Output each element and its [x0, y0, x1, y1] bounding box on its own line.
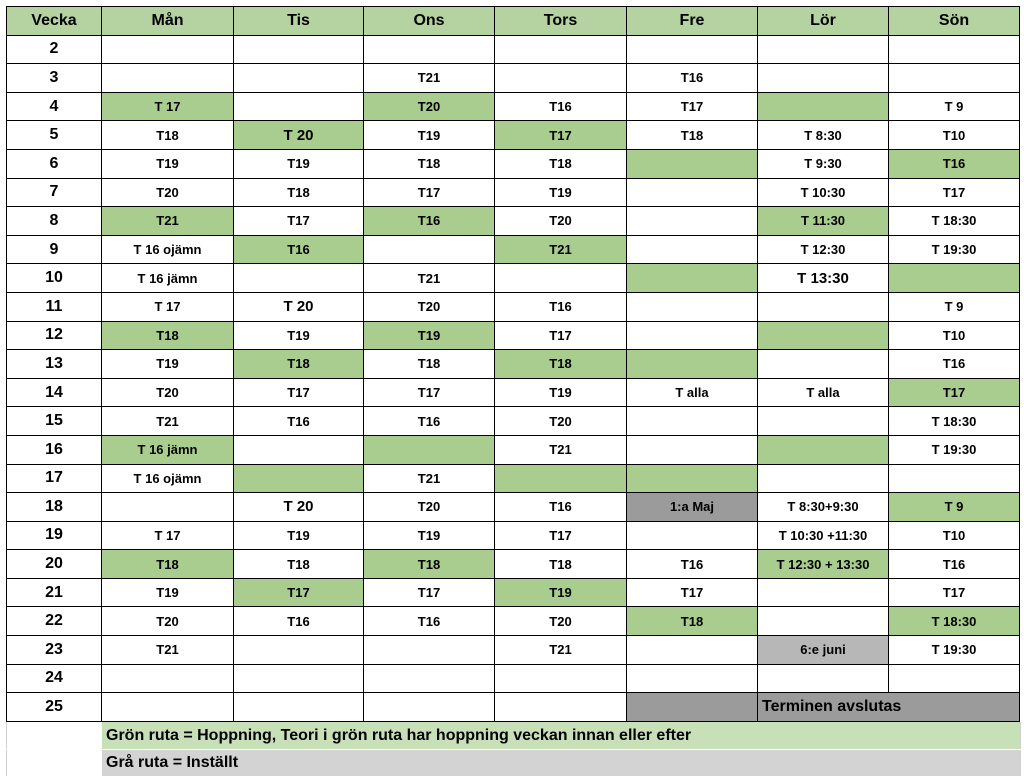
- cell-lor: [758, 407, 889, 436]
- week-number: 16: [7, 435, 102, 464]
- cell-lor: [758, 578, 889, 607]
- cell-lor: T alla: [758, 378, 889, 407]
- cell-ons: T17: [364, 178, 495, 207]
- week-number: 15: [7, 407, 102, 436]
- cell-tors: [495, 693, 627, 722]
- cell-fre: [627, 435, 758, 464]
- cell-lor: T 10:30 +11:30: [758, 521, 889, 550]
- cell-son: [889, 664, 1020, 693]
- cell-ons: T18: [364, 350, 495, 379]
- cell-lor: T 12:30 + 13:30: [758, 550, 889, 579]
- cell-ons: [364, 693, 495, 722]
- week-number: 11: [7, 292, 102, 321]
- cell-tors: T20: [495, 607, 627, 636]
- cell-man: [102, 693, 234, 722]
- cell-fre: T16: [627, 64, 758, 93]
- cell-ons: T20: [364, 493, 495, 522]
- week-number: 6: [7, 149, 102, 178]
- table-row: [7, 693, 1020, 722]
- cell-son: T16: [889, 550, 1020, 579]
- cell-man: T 16 jämn: [102, 435, 234, 464]
- week-number: 24: [7, 664, 102, 693]
- table-row: [7, 321, 1020, 350]
- cell-tis: [234, 636, 364, 665]
- table-row: [7, 521, 1020, 550]
- cell-fre: [627, 350, 758, 379]
- cell-lor: [758, 292, 889, 321]
- table-row: [7, 121, 1020, 150]
- cell-lor: [758, 350, 889, 379]
- cell-man: T19: [102, 578, 234, 607]
- cell-lor: T 9:30: [758, 149, 889, 178]
- week-number: 5: [7, 121, 102, 150]
- cell-tis: [234, 92, 364, 121]
- cell-man: T 17: [102, 292, 234, 321]
- cell-lor: [758, 664, 889, 693]
- cell-tors: [495, 264, 627, 293]
- cell-man: T20: [102, 178, 234, 207]
- cell-tors: T18: [495, 149, 627, 178]
- cell-son: T 18:30: [889, 407, 1020, 436]
- week-number: 25: [7, 693, 102, 722]
- terminen-avslutas-label: Terminen avslutas: [758, 693, 1020, 722]
- cell-son: T16: [889, 350, 1020, 379]
- cell-man: T 16 ojämn: [102, 464, 234, 493]
- cell-lor: [758, 64, 889, 93]
- cell-son: T 9: [889, 292, 1020, 321]
- table-row: [7, 350, 1020, 379]
- cell-ons: T16: [364, 207, 495, 236]
- table-row: [7, 35, 1020, 64]
- cell-tis: T19: [234, 149, 364, 178]
- cell-tors: T17: [495, 121, 627, 150]
- cell-man: T21: [102, 636, 234, 665]
- cell-tis: [234, 35, 364, 64]
- cell-tors: T16: [495, 493, 627, 522]
- week-number: 4: [7, 92, 102, 121]
- cell-tors: T19: [495, 578, 627, 607]
- table-row: [7, 636, 1020, 665]
- week-number: 13: [7, 350, 102, 379]
- cell-tis: [234, 435, 364, 464]
- cell-son: T10: [889, 521, 1020, 550]
- cell-fre: [627, 149, 758, 178]
- cell-tors: [495, 64, 627, 93]
- cell-ons: [364, 664, 495, 693]
- legend-green-row: [6, 722, 1021, 749]
- header-son: Sön: [889, 7, 1020, 36]
- table-row: [7, 64, 1020, 93]
- cell-man: T 16 jämn: [102, 264, 234, 293]
- table-row: [7, 378, 1020, 407]
- week-number: 14: [7, 378, 102, 407]
- header-ons: Ons: [364, 7, 495, 36]
- cell-man: T20: [102, 378, 234, 407]
- header-tis: Tis: [234, 7, 364, 36]
- cell-fre: T alla: [627, 378, 758, 407]
- header-tors: Tors: [495, 7, 627, 36]
- cell-tis: T17: [234, 578, 364, 607]
- cell-tis: T19: [234, 521, 364, 550]
- cell-tis: [234, 664, 364, 693]
- cell-tis: [234, 464, 364, 493]
- cell-son: T10: [889, 121, 1020, 150]
- legend-gray-text: Grå ruta = Inställt: [102, 750, 1020, 776]
- cell-tors: T20: [495, 207, 627, 236]
- legend-gray-row: [6, 750, 1021, 776]
- table-row: [7, 464, 1020, 493]
- cell-fre: [627, 178, 758, 207]
- cell-tis: T17: [234, 207, 364, 236]
- cell-son: [889, 464, 1020, 493]
- table-row: [7, 207, 1020, 236]
- cell-ons: T17: [364, 578, 495, 607]
- week-number: 12: [7, 321, 102, 350]
- cell-lor: T 11:30: [758, 207, 889, 236]
- header-row: [7, 7, 1020, 36]
- schedule-body: [7, 35, 1020, 721]
- table-row: [7, 578, 1020, 607]
- cell-man: T20: [102, 607, 234, 636]
- cell-ons: [364, 435, 495, 464]
- cell-tors: T20: [495, 407, 627, 436]
- week-number: 23: [7, 636, 102, 665]
- cell-son: T 19:30: [889, 235, 1020, 264]
- cell-fre: [627, 292, 758, 321]
- cell-lor: [758, 35, 889, 64]
- cell-tis: T16: [234, 407, 364, 436]
- table-row: [7, 92, 1020, 121]
- cell-lor: [758, 464, 889, 493]
- cell-tis: T18: [234, 350, 364, 379]
- legend-green-text: Grön ruta = Hoppning, Teori i grön ruta har hoppning veckan innan eller efter: [102, 722, 1020, 749]
- cell-tors: T19: [495, 178, 627, 207]
- header-fre: Fre: [627, 7, 758, 36]
- cell-man: [102, 664, 234, 693]
- cell-lor: T 8:30: [758, 121, 889, 150]
- cell-fre: T18: [627, 121, 758, 150]
- cell-son: T 9: [889, 493, 1020, 522]
- cell-fre: 1:a Maj: [627, 493, 758, 522]
- cell-tis: T 20: [234, 121, 364, 150]
- table-row: [7, 178, 1020, 207]
- cell-son: T16: [889, 149, 1020, 178]
- week-number: 20: [7, 550, 102, 579]
- cell-tis: T 20: [234, 493, 364, 522]
- cell-tors: T21: [495, 435, 627, 464]
- cell-son: T17: [889, 178, 1020, 207]
- cell-ons: T20: [364, 292, 495, 321]
- table-row: [7, 264, 1020, 293]
- cell-tors: [495, 464, 627, 493]
- cell-fre: T17: [627, 578, 758, 607]
- cell-man: T 16 ojämn: [102, 235, 234, 264]
- cell-son: T 19:30: [889, 435, 1020, 464]
- cell-man: T18: [102, 321, 234, 350]
- cell-man: T19: [102, 350, 234, 379]
- week-number: 2: [7, 35, 102, 64]
- cell-lor: T 13:30: [758, 264, 889, 293]
- cell-tis: [234, 693, 364, 722]
- cell-man: T21: [102, 407, 234, 436]
- cell-fre: [627, 464, 758, 493]
- cell-tors: T18: [495, 350, 627, 379]
- table-row: [7, 664, 1020, 693]
- cell-tis: [234, 64, 364, 93]
- cell-ons: [364, 35, 495, 64]
- schedule-table: [6, 6, 1020, 722]
- cell-lor: [758, 435, 889, 464]
- cell-man: [102, 35, 234, 64]
- cell-fre: [627, 264, 758, 293]
- cell-fre: T16: [627, 550, 758, 579]
- cell-tis: T16: [234, 607, 364, 636]
- cell-man: [102, 493, 234, 522]
- cell-ons: T20: [364, 92, 495, 121]
- cell-tors: T19: [495, 378, 627, 407]
- cell-son: T 18:30: [889, 207, 1020, 236]
- table-row: [7, 607, 1020, 636]
- cell-tis: T18: [234, 178, 364, 207]
- cell-ons: T16: [364, 407, 495, 436]
- cell-tis: T 20: [234, 292, 364, 321]
- cell-fre: [627, 235, 758, 264]
- cell-man: T 17: [102, 521, 234, 550]
- cell-fre: [627, 664, 758, 693]
- cell-ons: T21: [364, 64, 495, 93]
- header-lor: Lör: [758, 7, 889, 36]
- cell-man: T21: [102, 207, 234, 236]
- cell-fre: [627, 407, 758, 436]
- cell-tors: T16: [495, 92, 627, 121]
- cell-lor: [758, 607, 889, 636]
- cell-tis: T16: [234, 235, 364, 264]
- cell-tis: T19: [234, 321, 364, 350]
- week-number: 18: [7, 493, 102, 522]
- week-number: 22: [7, 607, 102, 636]
- cell-lor: T 12:30: [758, 235, 889, 264]
- cell-tors: T17: [495, 521, 627, 550]
- cell-son: T 18:30: [889, 607, 1020, 636]
- cell-son: T17: [889, 378, 1020, 407]
- cell-ons: [364, 636, 495, 665]
- cell-tors: T16: [495, 292, 627, 321]
- cell-ons: [364, 235, 495, 264]
- cell-fre: T18: [627, 607, 758, 636]
- cell-fre: [627, 693, 758, 722]
- week-number: 10: [7, 264, 102, 293]
- cell-fre: T17: [627, 92, 758, 121]
- table-row: [7, 149, 1020, 178]
- week-number: 17: [7, 464, 102, 493]
- cell-man: T 17: [102, 92, 234, 121]
- cell-tors: T17: [495, 321, 627, 350]
- header-man: Mån: [102, 7, 234, 36]
- cell-son: [889, 35, 1020, 64]
- cell-fre: [627, 321, 758, 350]
- cell-son: T10: [889, 321, 1020, 350]
- cell-tis: T17: [234, 378, 364, 407]
- cell-lor: 6:e juni: [758, 636, 889, 665]
- week-number: 9: [7, 235, 102, 264]
- week-number: 21: [7, 578, 102, 607]
- cell-son: T 9: [889, 92, 1020, 121]
- cell-tors: [495, 664, 627, 693]
- cell-tors: T21: [495, 636, 627, 665]
- cell-tors: T21: [495, 235, 627, 264]
- week-number: 7: [7, 178, 102, 207]
- week-number: 19: [7, 521, 102, 550]
- cell-ons: T19: [364, 521, 495, 550]
- cell-tis: [234, 264, 364, 293]
- week-number: 3: [7, 64, 102, 93]
- cell-ons: T18: [364, 149, 495, 178]
- cell-ons: T21: [364, 264, 495, 293]
- cell-ons: T19: [364, 121, 495, 150]
- cell-son: [889, 64, 1020, 93]
- cell-man: T18: [102, 121, 234, 150]
- cell-tis: T18: [234, 550, 364, 579]
- cell-son: T17: [889, 578, 1020, 607]
- cell-fre: [627, 521, 758, 550]
- cell-fre: [627, 636, 758, 665]
- cell-fre: [627, 207, 758, 236]
- cell-son: T 19:30: [889, 636, 1020, 665]
- cell-lor: [758, 92, 889, 121]
- cell-ons: T16: [364, 607, 495, 636]
- table-row: [7, 292, 1020, 321]
- week-number: 8: [7, 207, 102, 236]
- cell-man: T18: [102, 550, 234, 579]
- table-row: [7, 435, 1020, 464]
- table-row: [7, 493, 1020, 522]
- cell-ons: T18: [364, 550, 495, 579]
- cell-son: [889, 264, 1020, 293]
- cell-man: [102, 64, 234, 93]
- cell-ons: T17: [364, 378, 495, 407]
- cell-ons: T21: [364, 464, 495, 493]
- cell-fre: [627, 35, 758, 64]
- cell-man: T19: [102, 149, 234, 178]
- cell-tors: T18: [495, 550, 627, 579]
- table-row: [7, 235, 1020, 264]
- cell-lor: T 10:30: [758, 178, 889, 207]
- cell-ons: T19: [364, 321, 495, 350]
- table-row: [7, 550, 1020, 579]
- cell-lor: T 8:30+9:30: [758, 493, 889, 522]
- table-row: [7, 407, 1020, 436]
- cell-lor: [758, 321, 889, 350]
- cell-tors: [495, 35, 627, 64]
- header-vecka: Vecka: [7, 7, 102, 36]
